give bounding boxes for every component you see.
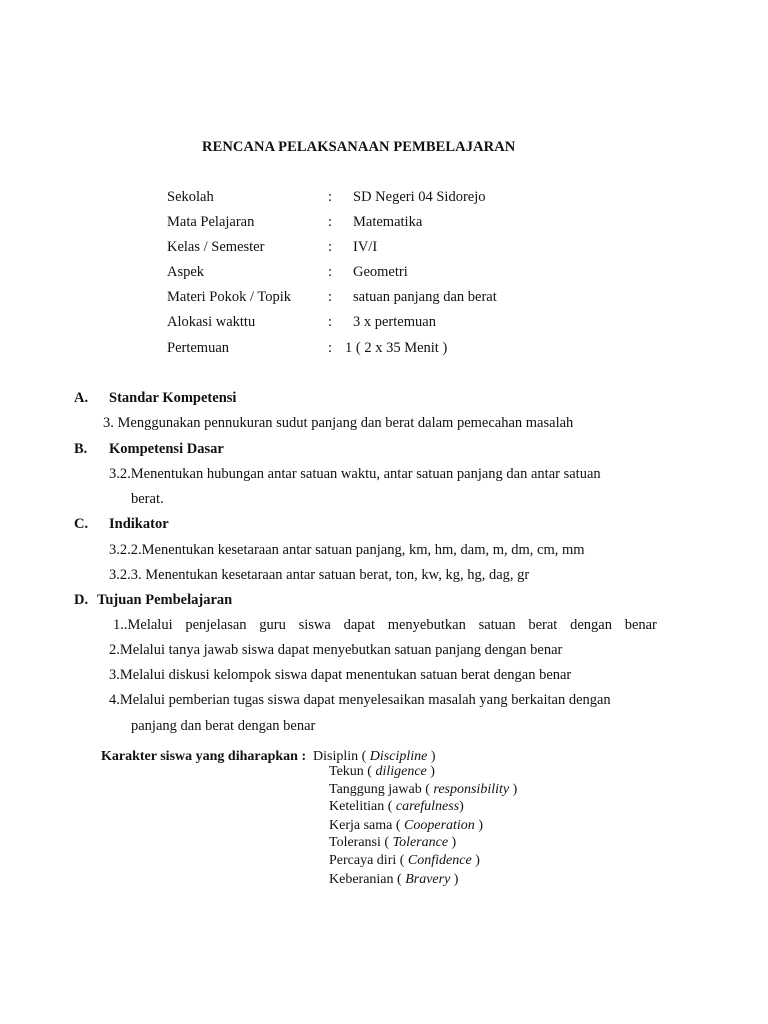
section-letter: D. xyxy=(74,592,89,608)
info-colon: : xyxy=(328,314,333,330)
karakter-item: Keberanian ( Bravery ) xyxy=(329,872,459,887)
info-colon: : xyxy=(328,340,333,356)
info-label: Mata Pelajaran xyxy=(167,214,255,230)
word: berat xyxy=(528,617,558,633)
karakter-item: Percaya diri ( Confidence ) xyxy=(329,853,480,868)
karakter-item: Kerja sama ( Cooperation ) xyxy=(329,818,483,833)
section-letter: C. xyxy=(74,516,89,532)
section-letter: B. xyxy=(74,441,88,457)
section-heading: Indikator xyxy=(109,516,169,532)
info-value: Matematika xyxy=(353,214,423,230)
section-line: 4.Melalui pemberian tugas siswa dapat menyelesaikan masalah yang berkaitan dengan xyxy=(109,692,611,708)
info-label: Aspek xyxy=(167,264,205,280)
info-colon: : xyxy=(328,264,333,280)
info-value: SD Negeri 04 Sidorejo xyxy=(353,189,486,205)
info-value: 3 x pertemuan xyxy=(353,314,436,330)
word: dengan xyxy=(570,617,612,633)
karakter-item: Ketelitian ( carefulness) xyxy=(329,799,464,814)
word: menyebutkan xyxy=(387,617,466,633)
section-line: 3.2.3. Menentukan kesetaraan antar satuan berat, ton, kw, kg, hg, dag, gr xyxy=(109,567,530,583)
karakter-item: Tekun ( diligence ) xyxy=(329,764,435,779)
info-value: satuan panjang dan berat xyxy=(353,289,497,305)
info-value: Geometri xyxy=(353,264,408,280)
section-line: 3.Melalui diskusi kelompok siswa dapat menentukan satuan berat dengan benar xyxy=(109,667,572,683)
info-value: 1 ( 2 x 35 Menit ) xyxy=(345,340,448,356)
word: guru xyxy=(259,617,286,633)
info-colon: : xyxy=(328,289,333,305)
word: dapat xyxy=(343,617,375,633)
word: siswa xyxy=(298,617,331,633)
section-heading: Standar Kompetensi xyxy=(109,390,237,406)
info-colon: : xyxy=(328,214,333,230)
info-colon: : xyxy=(328,239,333,255)
info-label: Alokasi wakttu xyxy=(167,314,256,330)
section-line: panjang dan berat dengan benar xyxy=(131,718,316,734)
section-heading: Kompetensi Dasar xyxy=(109,441,224,457)
word: 1..Melalui xyxy=(113,617,173,633)
info-label: Sekolah xyxy=(167,189,214,205)
karakter-item: Toleransi ( Tolerance ) xyxy=(329,835,457,850)
info-label: Kelas / Semester xyxy=(167,239,265,255)
objective-line-justified xyxy=(113,616,657,634)
word: satuan xyxy=(478,617,516,633)
word: benar xyxy=(624,617,657,633)
section-line: 2.Melalui tanya jawab siswa dapat menyebutkan satuan panjang dengan benar xyxy=(109,642,563,658)
info-value: IV/I xyxy=(353,239,378,255)
karakter-item: Disiplin ( Discipline ) xyxy=(313,749,436,764)
section-line: 3.2.Menentukan hubungan antar satuan waktu, antar satuan panjang dan antar satuan xyxy=(109,466,601,482)
section-line: berat. xyxy=(131,491,164,507)
info-colon: : xyxy=(328,189,333,205)
word: penjelasan xyxy=(185,617,247,633)
karakter-item: Tanggung jawab ( responsibility ) xyxy=(329,782,518,797)
section-heading: Tujuan Pembelajaran xyxy=(97,592,233,608)
info-label: Materi Pokok / Topik xyxy=(167,289,291,305)
section-line: 3.2.2.Menentukan kesetaraan antar satuan panjang, km, hm, dam, m, dm, cm, mm xyxy=(109,542,585,558)
page-title: RENCANA PELAKSANAAN PEMBELAJARAN xyxy=(202,139,516,155)
karakter-heading: Karakter siswa yang diharapkan : xyxy=(101,749,307,764)
section-line: 3. Menggunakan pennukuran sudut panjang dan berat dalam pemecahan masalah xyxy=(103,415,574,431)
section-letter: A. xyxy=(74,390,89,406)
info-label: Pertemuan xyxy=(167,340,230,356)
